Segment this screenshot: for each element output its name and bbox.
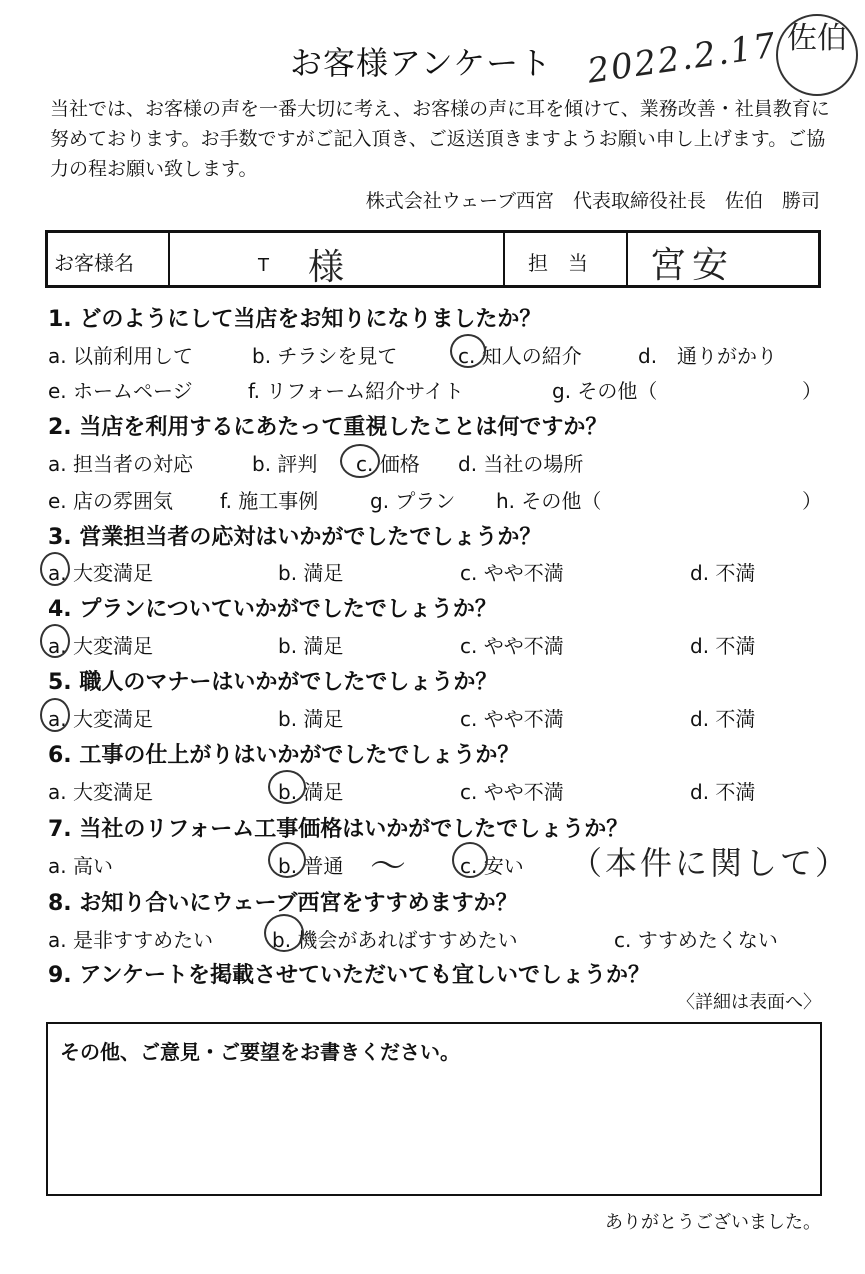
q2-selected-circle xyxy=(340,444,380,478)
q2-option-a[interactable]: a. 担当者の対応 xyxy=(48,452,193,476)
question-3: 3. 営業担当者の応対はいかがでしたでしょうか？ xyxy=(48,525,542,550)
staff-name: 宮安 xyxy=(650,245,735,286)
thanks-text: ありがとうございました。 xyxy=(605,1212,821,1233)
q1-option-b[interactable]: b. チラシを見て xyxy=(252,344,398,368)
q4-option-c[interactable]: c. やや不満 xyxy=(460,634,564,658)
customer-label: お客様名 xyxy=(54,251,134,275)
question-7: 7. 当社のリフォーム工事価格はいかがでしたでしょうか？ xyxy=(48,817,629,842)
survey-title: お客様アンケート xyxy=(290,44,553,82)
q6-option-c[interactable]: c. やや不満 xyxy=(460,780,564,804)
q7-option-b[interactable]: b. 普通 xyxy=(278,854,344,878)
q2-option-f[interactable]: f. 施工事例 xyxy=(220,489,319,513)
q1-option-f[interactable]: f. リフォーム紹介サイト xyxy=(248,379,464,403)
q1-option-d[interactable]: d. 通りがかり xyxy=(638,344,778,368)
customer-label-cell xyxy=(48,233,170,285)
question-8: 8. お知り合いにウェーブ西宮をすすめますか？ xyxy=(48,891,518,916)
staff-label: 担 当 xyxy=(528,251,588,275)
q5-option-c[interactable]: c. やや不満 xyxy=(460,707,564,731)
q9-detail-note: 〈詳細は表面へ〉 xyxy=(677,992,821,1013)
q2-option-b[interactable]: b. 評判 xyxy=(252,452,318,476)
q5-option-d[interactable]: d. 不満 xyxy=(690,707,756,731)
q4-option-b[interactable]: b. 満足 xyxy=(278,634,344,658)
q2-option-g[interactable]: g. プラン xyxy=(370,489,456,513)
q3-option-b[interactable]: b. 満足 xyxy=(278,561,344,585)
q7-selected-circle-b xyxy=(268,842,306,878)
q2-option-d[interactable]: d. 当社の場所 xyxy=(458,452,584,476)
q8-option-a[interactable]: a. 是非すすめたい xyxy=(48,928,214,952)
q3-option-a[interactable]: a. 大変満足 xyxy=(48,561,153,585)
q4-selected-circle xyxy=(40,624,70,658)
question-1: 1. どのようにして当店をお知りになりましたか？ xyxy=(48,307,542,332)
handwritten-date: 2022.2.17 xyxy=(585,25,780,92)
question-4: 4. プランについていかがでしたでしょうか？ xyxy=(48,597,497,622)
comment-label: その他、ご意見・ご要望をお書きください。 xyxy=(60,1040,460,1064)
q1-selected-circle xyxy=(450,334,486,368)
staff-label-cell xyxy=(506,233,628,285)
q1-option-e[interactable]: e. ホームページ xyxy=(48,379,193,403)
q6-selected-circle xyxy=(268,770,306,804)
q3-option-c[interactable]: c. やや不満 xyxy=(460,561,564,585)
q8-option-b[interactable]: b. 機会があればすすめたい xyxy=(272,928,518,952)
intro-text: 当社では、お客様の声を一番大切に考え、お客様の声に耳を傾けて、業務改善・社員教育に努めております。お手数ですがご記入頂き、ご返送頂きますようお願い申し上げます。ご協力の程お願い致します。 xyxy=(50,98,830,180)
customer-honorific: 様 xyxy=(308,247,345,288)
q2-other-close: ） xyxy=(802,489,822,513)
staff-name-cell[interactable] xyxy=(626,233,818,285)
question-9: 9. アンケートを掲載させていただいても宜しいでしょうか？ xyxy=(48,963,651,988)
q1-option-g[interactable]: g. その他（ xyxy=(552,379,658,403)
q6-option-a[interactable]: a. 大変満足 xyxy=(48,780,153,804)
q7-option-a[interactable]: a. 高い xyxy=(48,854,113,878)
question-6: 6. 工事の仕上がりはいかがでしたでしょうか？ xyxy=(48,743,520,768)
q6-option-b[interactable]: b. 満足 xyxy=(278,780,344,804)
q4-option-d[interactable]: d. 不満 xyxy=(690,634,756,658)
q3-option-d[interactable]: d. 不満 xyxy=(690,561,756,585)
customer-staff-table xyxy=(45,230,821,288)
customer-name: T xyxy=(258,255,269,276)
q1-other-close: ） xyxy=(802,379,822,403)
question-2: 2. 当店を利用するにあたって重視したことは何ですか？ xyxy=(48,415,608,440)
q7-selected-circle-c xyxy=(452,842,488,878)
q3-selected-circle xyxy=(40,552,70,586)
customer-name-cell[interactable] xyxy=(168,233,505,288)
q2-option-h[interactable]: h. その他（ xyxy=(496,489,602,513)
comment-box[interactable] xyxy=(46,1022,822,1196)
q7-option-c[interactable]: c. 安い xyxy=(460,854,524,878)
q7-handwritten-tilde: 〜 xyxy=(370,846,407,887)
q8-selected-circle xyxy=(264,914,304,952)
q7-handwritten-note: （本件に関して） xyxy=(570,844,851,882)
q2-option-c[interactable]: c. 価格 xyxy=(356,452,420,476)
q5-option-a[interactable]: a. 大変満足 xyxy=(48,707,153,731)
seal-text: 佐伯 xyxy=(787,21,847,56)
q5-option-b[interactable]: b. 満足 xyxy=(278,707,344,731)
approval-seal xyxy=(776,14,858,96)
company-signature: 株式会社ウェーブ西宮 代表取締役社長 佐伯 勝司 xyxy=(365,190,820,212)
q1-option-a[interactable]: a. 以前利用して xyxy=(48,344,193,368)
q5-selected-circle xyxy=(40,698,70,732)
q4-option-a[interactable]: a. 大変満足 xyxy=(48,634,153,658)
question-5: 5. 職人のマナーはいかがでしたでしょうか？ xyxy=(48,670,498,695)
q1-option-c[interactable]: c. 知人の紹介 xyxy=(458,344,582,368)
q8-option-c[interactable]: c. すすめたくない xyxy=(614,928,778,952)
q6-option-d[interactable]: d. 不満 xyxy=(690,780,756,804)
q2-option-e[interactable]: e. 店の雰囲気 xyxy=(48,489,174,513)
